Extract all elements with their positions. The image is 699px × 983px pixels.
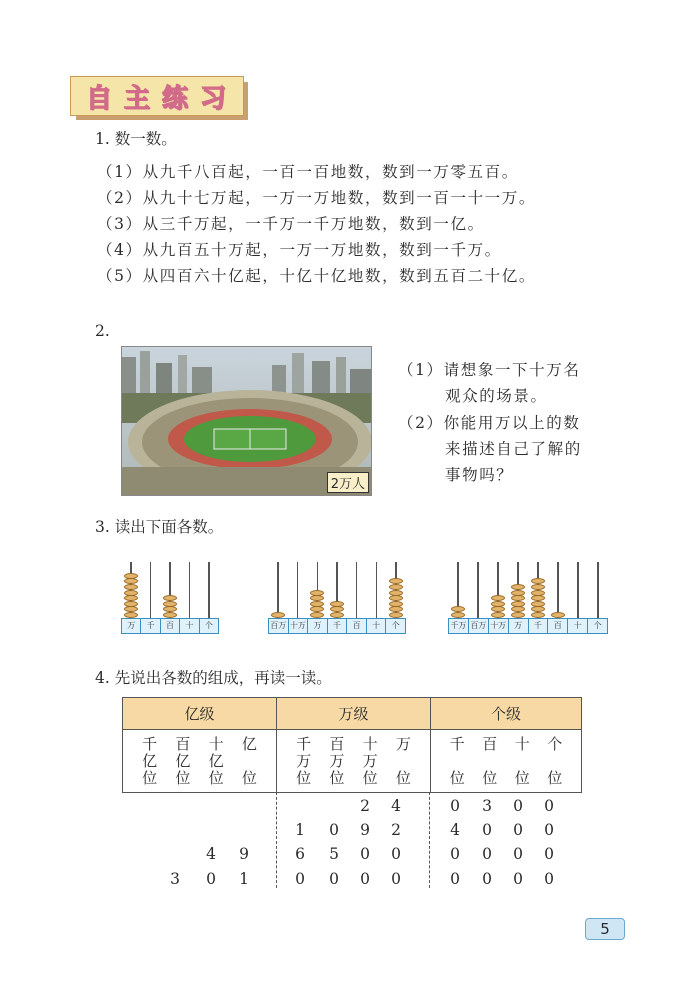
abacus-place-label: 百 — [161, 619, 180, 633]
abacus-2 — [268, 562, 406, 636]
abacus-place-label: 十 — [367, 619, 387, 633]
digit-wan: 4 — [391, 797, 401, 815]
digit-wan: 0 — [329, 870, 339, 888]
divider-wan-ge — [429, 792, 430, 888]
place-name-ge-3: 个 位 — [547, 735, 563, 787]
header-yi-level: 亿级 — [123, 698, 277, 730]
abacus-place-label: 百 — [548, 619, 568, 633]
place-name-ge-2: 十 位 — [514, 735, 530, 787]
digit-wan: 0 — [329, 821, 339, 839]
digit-ge: 4 — [450, 821, 460, 839]
yi-place-names — [123, 730, 277, 793]
abacus-bead — [551, 612, 565, 618]
q2-prompt-2-line-2: 来描述自己了解的 — [445, 440, 582, 458]
digit-ge: 0 — [513, 845, 523, 863]
abacus-place-label: 十 — [568, 619, 588, 633]
abacus-bead — [310, 595, 324, 601]
abacus-3 — [448, 562, 608, 636]
abacus-bead — [124, 606, 138, 612]
abacus-rod — [477, 562, 479, 618]
abacus-bead — [531, 584, 545, 590]
abacus-bead — [163, 606, 177, 612]
abacus-rod — [189, 562, 191, 618]
digit-ge: 0 — [450, 870, 460, 888]
abacus-bead — [491, 612, 505, 618]
abacus-place-label: 千万 — [449, 619, 469, 633]
q2-prompt-1-line-1: （1）请想象一下十万名 — [398, 361, 581, 379]
q2-prompt-2-line-3: 事物吗？ — [445, 466, 514, 484]
digit-wan: 5 — [329, 845, 339, 863]
abacus-bead — [531, 601, 545, 607]
q1-item-2: （2）从九十七万起，一万一万地数，数到一百一十一万。 — [97, 189, 536, 207]
header-wan-level: 万级 — [277, 698, 431, 730]
abacus-bead — [389, 601, 403, 607]
q3-label: 3. 读出下面各数。 — [95, 518, 224, 536]
digit-wan: 2 — [391, 821, 401, 839]
abacus-bead — [531, 606, 545, 612]
digit-ge: 0 — [513, 870, 523, 888]
abacus-rod — [297, 562, 299, 618]
photo-caption: 2万人 — [327, 472, 369, 493]
abacus-bead — [491, 601, 505, 607]
divider-yi-wan — [276, 792, 277, 888]
abacus-bead — [310, 590, 324, 596]
abacus-bead — [511, 584, 525, 590]
abacus-bead — [389, 595, 403, 601]
abacus-bead — [531, 612, 545, 618]
abacus-place-label: 十 — [180, 619, 199, 633]
abacus-rod — [208, 562, 210, 618]
abacus-place-label: 个 — [204, 621, 213, 630]
abacus-bead — [389, 590, 403, 596]
abacus-bead — [163, 601, 177, 607]
abacus-base — [121, 618, 219, 634]
section-title: 自主练习 — [85, 83, 238, 114]
abacus-place-label: 百万 — [469, 619, 489, 633]
abacus-place-label: 十万 — [289, 619, 309, 633]
digit-wan: 0 — [360, 845, 370, 863]
abacus-base — [448, 618, 608, 634]
abacus-rod — [356, 562, 358, 618]
digit-ge: 0 — [544, 845, 554, 863]
q1-item-3: （3）从三千万起，一千万一千万地数，数到一亿。 — [97, 215, 485, 233]
abacus-place-label: 十万 — [489, 619, 509, 633]
abacus-place-label: 千 — [529, 619, 549, 633]
digit-ge: 3 — [482, 797, 492, 815]
abacus-bead — [124, 590, 138, 596]
digit-yi: 0 — [206, 870, 216, 888]
abacus-bead — [491, 606, 505, 612]
abacus-bead — [271, 612, 285, 618]
place-name-yi-1: 百 亿 位 — [175, 735, 191, 787]
digit-yi: 1 — [239, 870, 249, 888]
abacus-bead — [124, 595, 138, 601]
q1-item-5: （5）从四百六十亿起，十亿十亿地数，数到五百二十亿。 — [97, 267, 536, 285]
digit-yi: 3 — [170, 870, 180, 888]
abacus-bead — [389, 578, 403, 584]
place-name-ge-1: 百 位 — [482, 735, 498, 787]
abacus-bead — [124, 578, 138, 584]
abacus-bead — [491, 595, 505, 601]
digit-wan: 0 — [295, 870, 305, 888]
q1-item-4: （4）从九百五十万起，一万一万地数，数到一千万。 — [97, 241, 502, 259]
abacus-rod — [577, 562, 579, 618]
abacus-bead — [531, 578, 545, 584]
abacus-bead — [531, 590, 545, 596]
ge-place-names — [431, 730, 582, 793]
abacus-bead — [124, 584, 138, 590]
abacus-bead — [389, 584, 403, 590]
place-name-ge-0: 千 位 — [449, 735, 465, 787]
abacus-bead — [163, 595, 177, 601]
place-name-wan-2: 十 万 位 — [362, 735, 378, 787]
abacus-place-label: 万 — [122, 619, 141, 633]
abacus-bead — [511, 606, 525, 612]
abacus-place-label: 百万 — [269, 619, 289, 633]
place-name-wan-0: 千 万 位 — [296, 735, 312, 787]
abacus-bead — [124, 612, 138, 618]
digit-wan: 0 — [391, 870, 401, 888]
abacus-bead — [330, 612, 344, 618]
digit-ge: 0 — [544, 797, 554, 815]
abacus-1 — [121, 562, 219, 636]
digit-wan: 2 — [360, 797, 370, 815]
digit-wan: 1 — [295, 821, 305, 839]
digit-ge: 0 — [482, 870, 492, 888]
abacus-bead — [511, 612, 525, 618]
digit-ge: 0 — [450, 797, 460, 815]
abacus-rod — [150, 562, 152, 618]
digit-ge: 0 — [513, 821, 523, 839]
q1-label: 1. 数一数。 — [95, 130, 177, 148]
digit-yi: 4 — [206, 845, 216, 863]
header-ge-level: 个级 — [431, 698, 582, 730]
q2-prompt-1-line-2: 观众的场景。 — [445, 387, 548, 405]
digit-ge: 0 — [482, 821, 492, 839]
abacus-place-label: 千 — [328, 619, 348, 633]
stadium-photo — [121, 346, 372, 496]
abacus-bead — [310, 606, 324, 612]
section-badge — [70, 76, 248, 120]
abacus-rod — [597, 562, 599, 618]
abacus-rod — [277, 562, 279, 618]
place-name-yi-0: 千 亿 位 — [142, 735, 158, 787]
place-name-yi-3: 亿 位 — [241, 735, 257, 787]
place-name-wan-3: 万 位 — [395, 735, 411, 787]
q2-label: 2. — [95, 322, 110, 340]
abacus-bead — [330, 606, 344, 612]
abacus-bead — [330, 601, 344, 607]
digit-wan: 9 — [360, 821, 370, 839]
abacus-bead — [511, 595, 525, 601]
digit-yi: 9 — [239, 845, 249, 863]
abacus-bead — [531, 595, 545, 601]
digit-ge: 0 — [450, 845, 460, 863]
abacus-bead — [451, 612, 465, 618]
abacus-place-label: 千 — [141, 619, 160, 633]
page-number: 5 — [585, 918, 625, 940]
abacus-place-label: 个 — [391, 621, 400, 630]
place-name-yi-2: 十 亿 位 — [208, 735, 224, 787]
place-value-table — [122, 697, 582, 793]
abacus-bead — [124, 601, 138, 607]
abacus-bead — [163, 612, 177, 618]
wan-place-names — [277, 730, 431, 793]
abacus-base — [268, 618, 406, 634]
abacus-bead — [511, 590, 525, 596]
abacus-place-label: 万 — [509, 619, 529, 633]
digit-ge: 0 — [544, 870, 554, 888]
q1-item-1: （1）从九千八百起，一百一百地数，数到一万零五百。 — [97, 163, 519, 181]
digit-wan: 6 — [295, 845, 305, 863]
digit-ge: 0 — [482, 845, 492, 863]
abacus-place-label: 个 — [593, 621, 602, 630]
abacus-place-label: 万 — [308, 619, 328, 633]
abacus-place-label: 百 — [347, 619, 367, 633]
place-name-wan-1: 百 万 位 — [329, 735, 345, 787]
abacus-rod — [557, 562, 559, 618]
q4-label: 4. 先说出各数的组成，再读一读。 — [95, 669, 332, 687]
digit-wan: 0 — [360, 870, 370, 888]
abacus-rod — [376, 562, 378, 618]
digit-ge: 0 — [513, 797, 523, 815]
digit-wan: 0 — [391, 845, 401, 863]
abacus-bead — [310, 601, 324, 607]
abacus-bead — [511, 601, 525, 607]
digit-ge: 0 — [544, 821, 554, 839]
abacus-bead — [124, 573, 138, 579]
abacus-bead — [389, 606, 403, 612]
abacus-bead — [451, 606, 465, 612]
q2-prompt-2-line-1: （2）你能用万以上的数 — [398, 414, 581, 432]
